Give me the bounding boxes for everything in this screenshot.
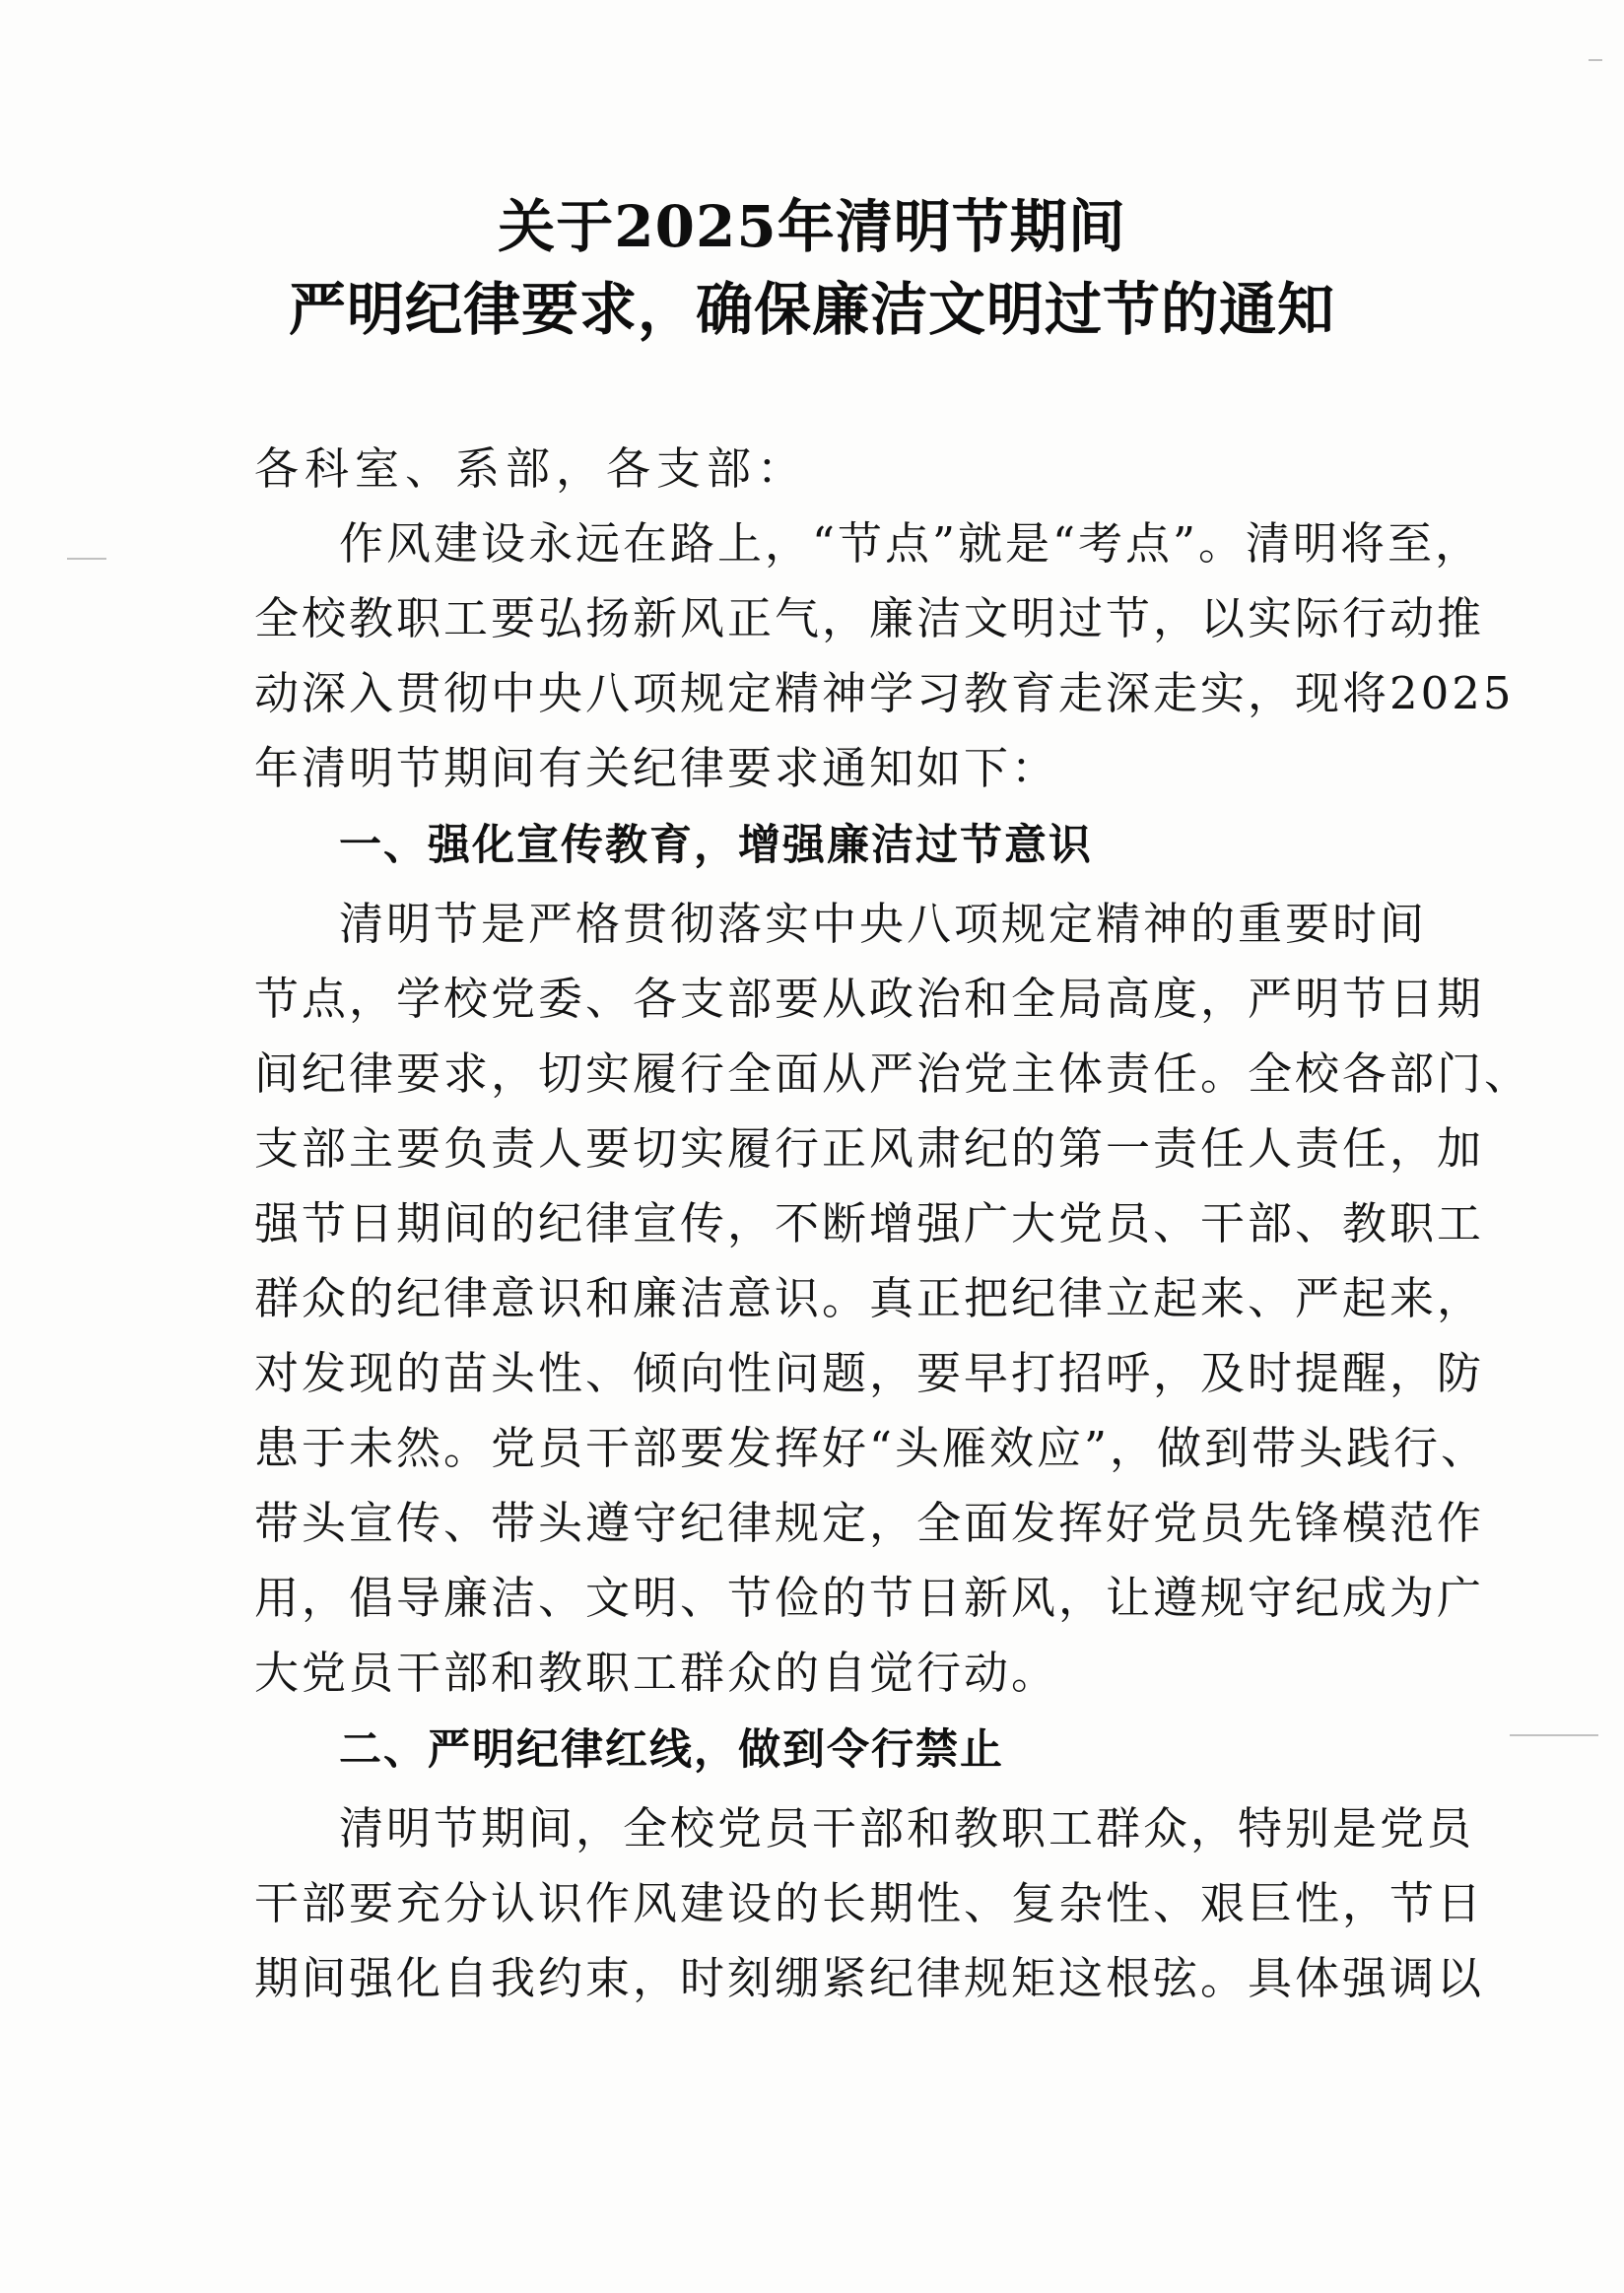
section-2-heading: 二、严明纪律红线，做到令行禁止 bbox=[339, 1725, 1004, 1775]
section-1-line: 清明节是严格贯彻落实中央八项规定精神的重要时间 bbox=[339, 898, 1428, 950]
section-1-heading: 一、强化宣传教育，增强廉洁过节意识 bbox=[339, 821, 1093, 870]
section-1-line: 支部主要负责人要切实履行正风肃纪的第一责任人责任，加 bbox=[254, 1122, 1485, 1175]
section-1-line: 群众的纪律意识和廉洁意识。真正把纪律立起来、严起来， bbox=[254, 1272, 1485, 1324]
section-2-line: 期间强化自我约束，时刻绷紧纪律规矩这根弦。具体强调以 bbox=[254, 1952, 1485, 2004]
section-1-line: 大党员干部和教职工群众的自觉行动。 bbox=[254, 1647, 1059, 1699]
document-title-line-2: 严明纪律要求，确保廉洁文明过节的通知 bbox=[288, 276, 1335, 343]
scan-artifact bbox=[1510, 1734, 1598, 1736]
intro-line: 年清明节期间有关纪律要求通知如下： bbox=[254, 742, 1059, 794]
document-title-line-1: 关于2025年清明节期间 bbox=[498, 193, 1126, 260]
section-2-line: 清明节期间，全校党员干部和教职工群众，特别是党员 bbox=[339, 1802, 1475, 1855]
section-1-line: 节点，学校党委、各支部要从政治和全局高度，严明节日期 bbox=[254, 973, 1485, 1025]
section-1-line: 患于未然。党员干部要发挥好“头雁效应”，做到带头践行、 bbox=[254, 1422, 1489, 1474]
section-1-line: 用，倡导廉洁、文明、节俭的节日新风，让遵规守纪成为广 bbox=[254, 1572, 1485, 1624]
section-1-line: 强节日期间的纪律宣传，不断增强广大党员、干部、教职工 bbox=[254, 1197, 1485, 1249]
section-1-line: 带头宣传、带头遵守纪律规定，全面发挥好党员先锋模范作 bbox=[254, 1497, 1485, 1549]
salutation: 各科室、系部，各支部： bbox=[254, 442, 808, 495]
scan-artifact bbox=[1589, 59, 1602, 61]
section-1-line: 对发现的苗头性、倾向性问题，要早打招呼，及时提醒，防 bbox=[254, 1347, 1485, 1399]
section-1-line: 间纪律要求，切实履行全面从严治党主体责任。全校各部门、 bbox=[254, 1047, 1532, 1100]
intro-line: 全校教职工要弘扬新风正气，廉洁文明过节，以实际行动推 bbox=[254, 592, 1485, 644]
intro-line: 动深入贯彻中央八项规定精神学习教育走深走实，现将2025 bbox=[254, 667, 1515, 719]
intro-line: 作风建设永远在路上，“节点”就是“考点”。清明将至， bbox=[339, 517, 1483, 570]
scan-artifact bbox=[67, 558, 106, 560]
section-2-line: 干部要充分认识作风建设的长期性、复杂性、艰巨性，节日 bbox=[254, 1877, 1485, 1929]
